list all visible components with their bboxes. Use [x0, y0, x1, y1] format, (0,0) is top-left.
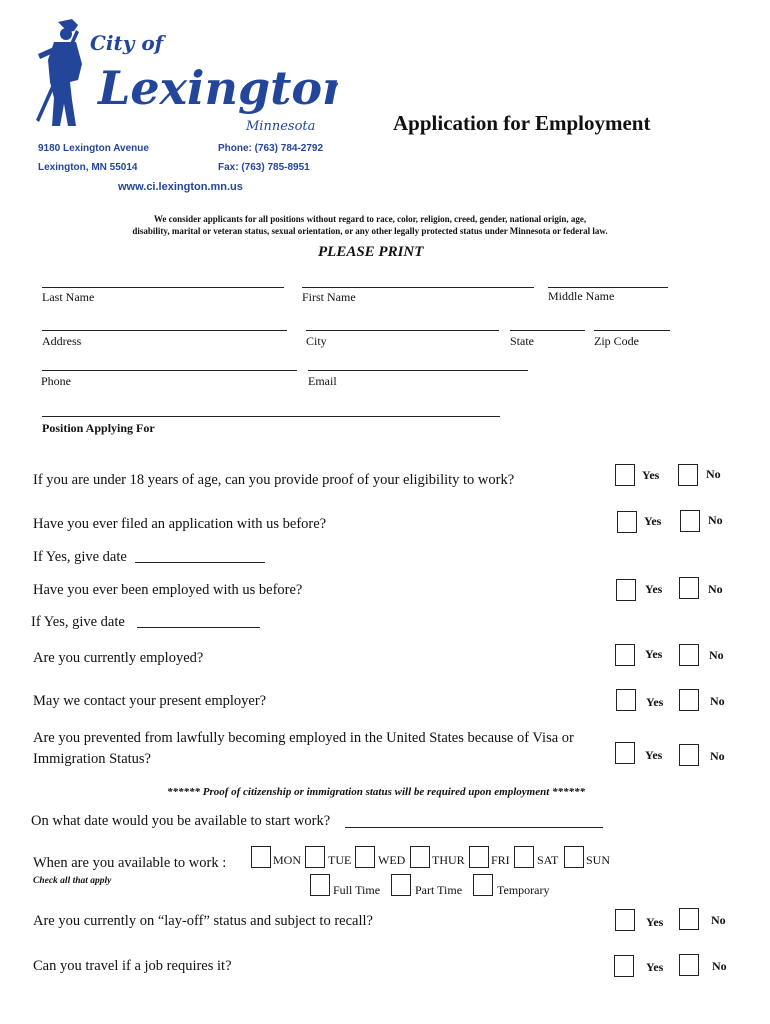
yes-label: Yes [646, 915, 664, 929]
employed-date-field[interactable] [137, 627, 260, 628]
question-under-18: If you are under 18 years of age, can you provide proof of your eligibility to work? [33, 472, 515, 488]
logo-state: Minnesota [246, 119, 316, 134]
day-wed-checkbox[interactable] [355, 846, 375, 868]
zip-label: Zip Code [594, 334, 639, 348]
website[interactable]: www.ci.lexington.mn.us [118, 181, 243, 193]
city-logo [28, 14, 338, 139]
first-name-label: First Name [302, 290, 356, 304]
question-available: When are you available to work : [33, 855, 227, 871]
city-label: City [306, 334, 327, 348]
page-title: Application for Employment [393, 111, 651, 135]
fax-number: Fax: (763) 785-8951 [218, 162, 310, 173]
part-time-label: Part Time [415, 883, 463, 897]
employed-before-no-checkbox[interactable] [679, 577, 699, 599]
phone-label: Phone [41, 374, 71, 388]
temporary-label: Temporary [497, 883, 550, 897]
day-sun-label: SUN [586, 853, 611, 867]
address-field[interactable] [42, 330, 287, 331]
yes-label: Yes [645, 647, 663, 661]
no-label: No [709, 648, 724, 662]
address-label: Address [42, 334, 82, 348]
eeo-notice-line2: disability, marital or veteran status, sexual orientation, or any other legally protected status under Minnesota or federal law. [132, 226, 608, 236]
day-tue-label: TUE [328, 853, 352, 867]
visa-no-checkbox[interactable] [679, 744, 699, 766]
yes-label: Yes [646, 695, 664, 709]
question-filed-before: Have you ever filed an application with us before? [33, 516, 327, 532]
day-sat-label: SAT [537, 853, 559, 867]
email-field[interactable] [308, 370, 528, 371]
check-all-hint: Check all that apply [33, 876, 112, 886]
yes-label: Yes [645, 748, 663, 762]
phone-field[interactable] [42, 370, 297, 371]
minuteman-icon [28, 14, 338, 139]
question-travel: Can you travel if a job requires it? [33, 958, 232, 974]
layoff-yes-checkbox[interactable] [615, 909, 635, 931]
please-print: PLEASE PRINT [318, 244, 424, 260]
filed-before-yes-checkbox[interactable] [617, 511, 637, 533]
contact-employer-no-checkbox[interactable] [679, 689, 699, 711]
if-yes-date-label: If Yes, give date [31, 614, 125, 630]
yes-label: Yes [645, 582, 663, 596]
address-line1: 9180 Lexington Avenue [38, 143, 149, 154]
contact-employer-yes-checkbox[interactable] [616, 689, 636, 711]
day-wed-label: WED [378, 853, 406, 867]
city-field[interactable] [306, 330, 499, 331]
part-time-checkbox[interactable] [391, 874, 411, 896]
question-currently-employed: Are you currently employed? [33, 650, 204, 666]
state-field[interactable] [510, 330, 585, 331]
logo-name: Lexington [98, 61, 338, 115]
yes-label: Yes [642, 468, 660, 482]
no-label: No [708, 582, 723, 596]
last-name-label: Last Name [42, 290, 95, 304]
no-label: No [710, 749, 725, 763]
phone-number: Phone: (763) 784-2792 [218, 143, 324, 154]
currently-employed-no-checkbox[interactable] [679, 644, 699, 666]
question-contact-employer: May we contact your present employer? [33, 693, 267, 709]
full-time-checkbox[interactable] [310, 874, 330, 896]
day-sat-checkbox[interactable] [514, 846, 534, 868]
travel-yes-checkbox[interactable] [614, 955, 634, 977]
day-sun-checkbox[interactable] [564, 846, 584, 868]
start-date-field[interactable] [345, 827, 603, 828]
no-label: No [710, 694, 725, 708]
under18-yes-checkbox[interactable] [615, 464, 635, 486]
address-line2: Lexington, MN 55014 [38, 162, 138, 173]
position-label: Position Applying For [42, 421, 155, 435]
travel-no-checkbox[interactable] [679, 954, 699, 976]
yes-label: Yes [646, 960, 664, 974]
question-visa-line2: Immigration Status? [33, 751, 151, 767]
day-thur-checkbox[interactable] [410, 846, 430, 868]
day-tue-checkbox[interactable] [305, 846, 325, 868]
temporary-checkbox[interactable] [473, 874, 493, 896]
filed-date-field[interactable] [135, 562, 265, 563]
middle-name-label: Middle Name [548, 289, 615, 303]
yes-label: Yes [644, 514, 662, 528]
day-mon-label: MON [273, 853, 302, 867]
first-name-field[interactable] [302, 287, 534, 288]
no-label: No [706, 467, 721, 481]
no-label: No [708, 513, 723, 527]
question-employed-before: Have you ever been employed with us before? [33, 582, 303, 598]
employed-before-yes-checkbox[interactable] [616, 579, 636, 601]
position-field[interactable] [42, 416, 500, 417]
if-yes-date-label: If Yes, give date [33, 549, 127, 565]
last-name-field[interactable] [42, 287, 284, 288]
question-layoff: Are you currently on “lay-off” status and subject to recall? [33, 913, 373, 929]
layoff-no-checkbox[interactable] [679, 908, 699, 930]
proof-note: ****** Proof of citizenship or immigration status will be required upon employment ****** [166, 786, 586, 798]
email-label: Email [308, 374, 337, 388]
filed-before-no-checkbox[interactable] [680, 510, 700, 532]
visa-yes-checkbox[interactable] [615, 742, 635, 764]
day-fri-label: FRI [491, 853, 510, 867]
under18-no-checkbox[interactable] [678, 464, 698, 486]
logo-city-of: City of [90, 31, 164, 55]
day-thur-label: THUR [432, 853, 465, 867]
currently-employed-yes-checkbox[interactable] [615, 644, 635, 666]
middle-name-field[interactable] [548, 287, 668, 288]
day-mon-checkbox[interactable] [251, 846, 271, 868]
question-start-date: On what date would you be available to start work? [31, 813, 331, 829]
no-label: No [711, 913, 726, 927]
day-fri-checkbox[interactable] [469, 846, 489, 868]
zip-field[interactable] [594, 330, 670, 331]
full-time-label: Full Time [333, 883, 381, 897]
question-visa-line1: Are you prevented from lawfully becoming employed in the United States because of Visa or [33, 730, 574, 746]
eeo-notice-line1: We consider applicants for all positions without regard to race, color, religion, creed, gender, national origin, age, [153, 214, 587, 224]
no-label: No [712, 959, 727, 973]
state-label: State [510, 334, 534, 348]
